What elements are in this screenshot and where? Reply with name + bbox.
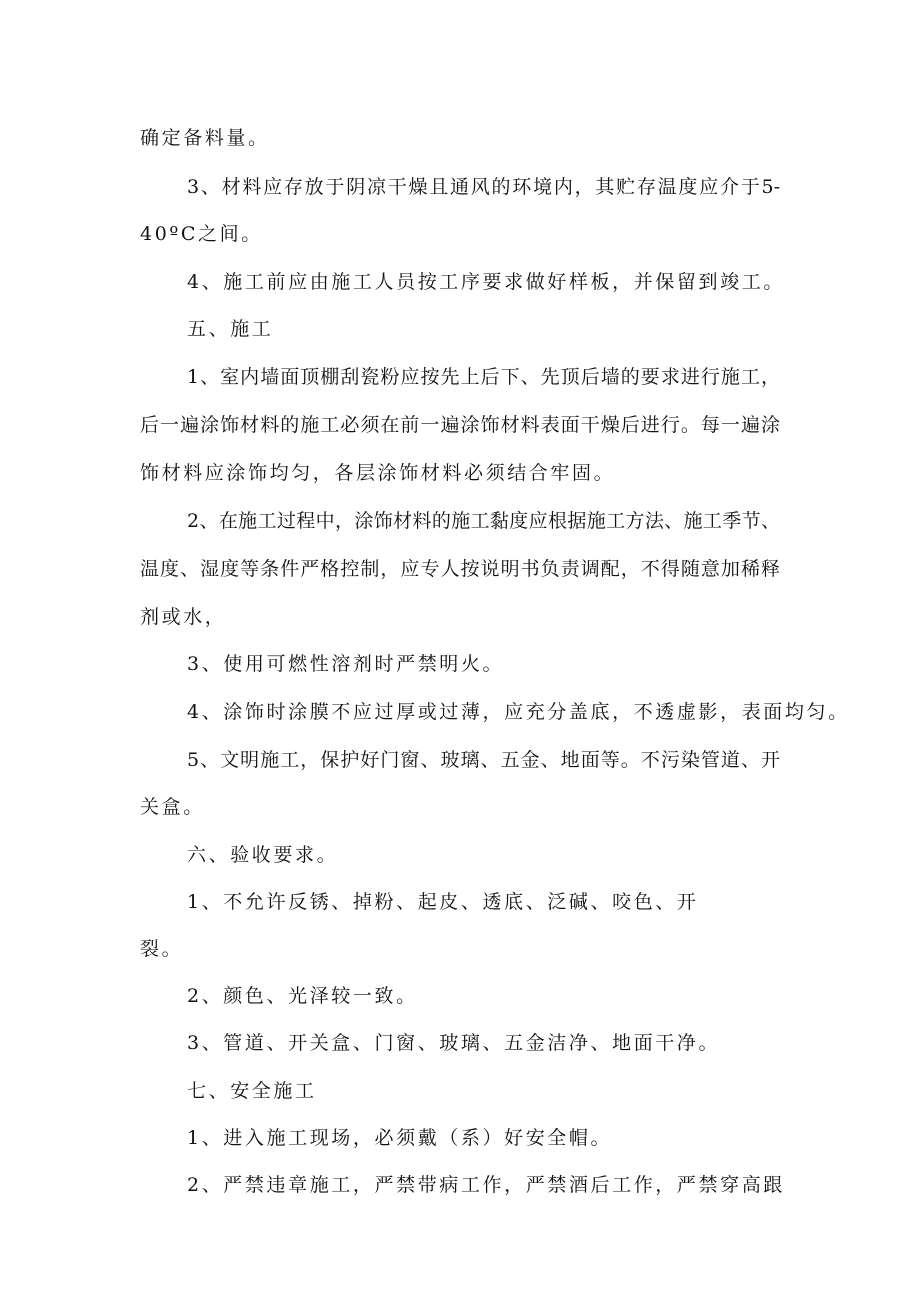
paragraph-line: 1、室内墙面顶棚刮瓷粉应按先上后下、先顶后墙的要求进行施工， [187, 366, 780, 388]
section-heading: 六、验收要求。 [187, 844, 339, 866]
paragraph-line: 4、施工前应由施工人员按工序要求做好样板，并保留到竣工。 [187, 271, 785, 293]
paragraph-line: 裂。 [140, 938, 184, 960]
paragraph-line: 1、不允许反锈、掉粉、起皮、透底、泛碱、咬色、开 [187, 891, 699, 913]
paragraph-line: 3、管道、开关盒、门窗、玻璃、五金洁净、地面干净。 [187, 1032, 721, 1054]
paragraph-line: 剂或水， [140, 606, 227, 628]
paragraph-line: 2、颜色、光泽较一致。 [187, 985, 418, 1007]
paragraph-line: 后一遍涂饰材料的施工必须在前一遍涂饰材料表面干燥后进行。每一遍涂 [140, 414, 780, 436]
section-heading: 七、安全施工 [187, 1080, 317, 1102]
paragraph-line: 2、严禁违章施工，严禁带病工作，严禁酒后工作，严禁穿高跟 [187, 1174, 785, 1196]
paragraph-line: 3、使用可燃性溶剂时严禁明火。 [187, 653, 505, 675]
paragraph-line: 4、涂饰时涂膜不应过厚或过薄，应充分盖底，不透虚影，表面均匀。 [187, 701, 850, 723]
paragraph-line: 确定备料量。 [140, 127, 270, 149]
section-heading: 五、施工 [187, 318, 274, 340]
paragraph-line: 5、文明施工，保护好门窗、玻璃、五金、地面等。不污染管道、开 [187, 749, 780, 771]
paragraph-line: 2、在施工过程中，涂饰材料的施工黏度应根据施工方法、施工季节、 [187, 510, 780, 532]
paragraph-line: 40ºC之间。 [140, 223, 263, 245]
paragraph-line: 饰材料应涂饰均匀，各层涂饰材料必须结合牢固。 [140, 462, 616, 484]
paragraph-line: 温度、湿度等条件严格控制，应专人按说明书负责调配，不得随意加稀释 [140, 558, 780, 580]
paragraph-line: 3、材料应存放于阴凉干燥且通风的环境内，其贮存温度应介于5- [187, 176, 780, 198]
paragraph-line: 关盒。 [140, 796, 205, 818]
paragraph-line: 1、进入施工现场，必须戴（系）好安全帽。 [187, 1127, 613, 1149]
